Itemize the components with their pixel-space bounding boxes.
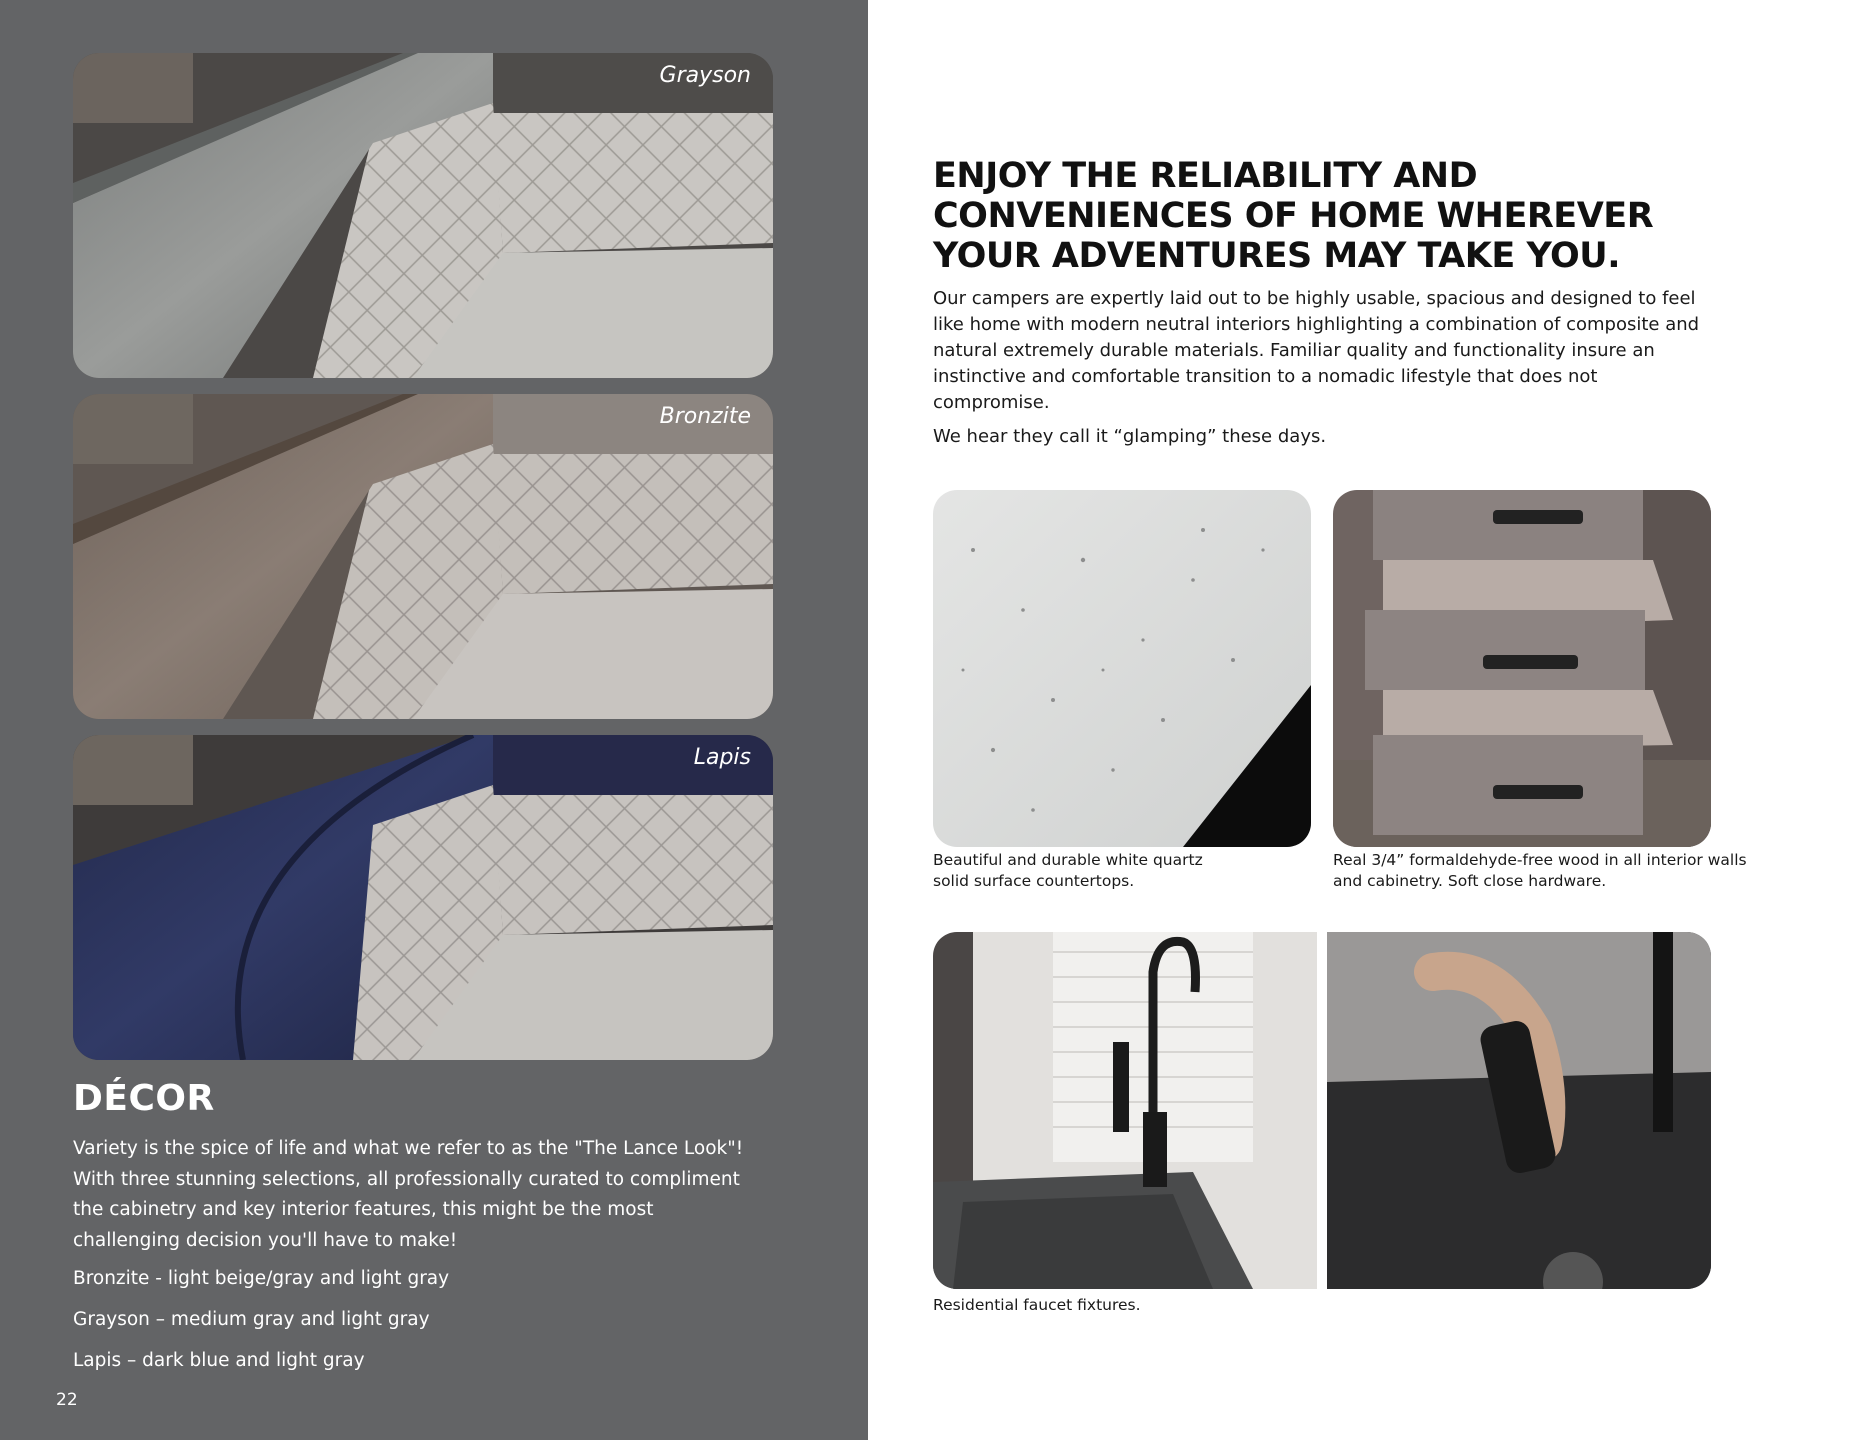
swatch-label: Lapis	[693, 745, 751, 770]
bronzite-upholstery-image	[73, 394, 773, 719]
intro-paragraph: Our campers are expertly laid out to be highly usable, spacious and designed to feel like home with modern neutral interiors highlighting a combination of composite and natural extremely durable materials. Familiar quality and functionality insure an instinctive and comfortable transition to a nomadic lifestyle that does not compromise.	[933, 288, 1700, 413]
grayson-upholstery-image	[73, 53, 773, 378]
cabinetry-caption: Real 3/4” formaldehyde-free wood in all interior walls and cabinetry. Soft close hardware.	[1333, 851, 1747, 890]
decor-heading: DÉCOR	[73, 1078, 215, 1119]
bronzite-swatch-photo	[73, 394, 773, 719]
cabinetry-photo	[1333, 490, 1711, 847]
decor-option: Grayson – medium gray and light gray	[73, 1309, 430, 1330]
page-number: 22	[56, 1390, 78, 1410]
decor-panel	[0, 0, 868, 1440]
swatch-label: Bronzite	[659, 404, 751, 429]
countertop-photo	[933, 490, 1311, 847]
glamping-line: We hear they call it “glamping” these days.	[933, 426, 1327, 447]
faucet-fixtures-image	[933, 932, 1711, 1289]
swatch-label: Grayson	[659, 63, 751, 88]
drawer-cabinet-image	[1333, 490, 1711, 847]
decor-option: Lapis – dark blue and light gray	[73, 1350, 365, 1371]
quartz-countertop-image	[933, 490, 1311, 847]
headline: ENJOY THE RELIABILITY AND CONVENIENCES OF HOME WHEREVER YOUR ADVENTURES MAY TAKE YOU.	[933, 156, 1654, 276]
lapis-swatch-photo	[73, 735, 773, 1060]
faucet-caption: Residential faucet fixtures.	[933, 1296, 1141, 1314]
countertop-caption: Beautiful and durable white quartz solid surface countertops.	[933, 851, 1203, 890]
faucet-photo	[933, 932, 1711, 1289]
decor-description: Variety is the spice of life and what we refer to as the "The Lance Look"! With three stunning selections, all professionally curated to compliment the cabinetry and key interior features, this might be the most challenging decision you'll have to make!	[73, 1138, 744, 1251]
lapis-upholstery-image	[73, 735, 773, 1060]
grayson-swatch-photo	[73, 53, 773, 378]
decor-option: Bronzite - light beige/gray and light gray	[73, 1268, 450, 1289]
